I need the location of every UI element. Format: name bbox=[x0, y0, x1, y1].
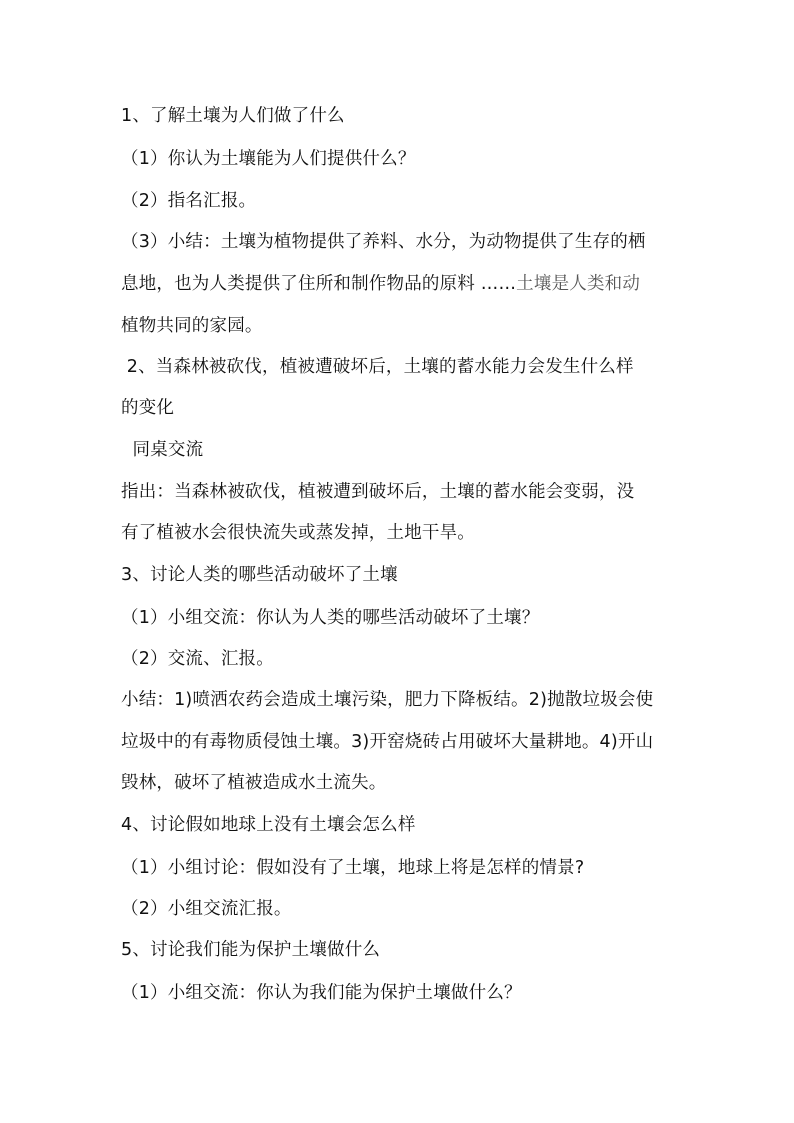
section-1-summary-line-1: （3）小结：土壤为植物提供了养料、水分，为动物提供了生存的栖 bbox=[121, 232, 646, 252]
section-4-item-2: （2）小组交流汇报。 bbox=[121, 899, 292, 919]
section-1-heading: 1、了解土壤为人们做了什么 bbox=[121, 106, 345, 126]
section-5-heading: 5、讨论我们能为保护土壤做什么 bbox=[121, 940, 381, 960]
section-4-item-1: （1）小组讨论：假如没有了土壤，地球上将是怎样的情景? bbox=[121, 858, 585, 878]
section-2-point-line-1: 指出：当森林被砍伐，植被遭到破坏后，土壤的蓄水能会变弱，没 bbox=[121, 482, 635, 502]
section-3-item-1: （1）小组交流：你认为人类的哪些活动破坏了土壤？ bbox=[121, 608, 540, 628]
section-1-summary-line-2 bbox=[121, 272, 681, 296]
section-1-item-2: （2）指名汇报。 bbox=[121, 191, 257, 211]
section-1-item-1: （1）你认为土壤能为人们提供什么？ bbox=[121, 149, 416, 169]
section-2-heading-line-2: 的变化 bbox=[121, 398, 175, 418]
section-3-summary-line-3: 毁林，破坏了植被造成水土流失。 bbox=[121, 773, 387, 793]
section-3-summary-line-2: 垃圾中的有毒物质侵蚀土壤。3)开窑烧砖占用破坏大量耕地。4)开山 bbox=[121, 732, 654, 752]
section-3-item-2: （2）交流、汇报。 bbox=[121, 649, 274, 669]
section-2-activity: 同桌交流 bbox=[121, 440, 204, 460]
summary-text-gray: 土壤是人类和动 bbox=[516, 274, 641, 294]
section-2-heading-line-1: 2、当森林被砍伐，植被遭破坏后，土壤的蓄水能力会发生什么样 bbox=[121, 357, 634, 377]
summary-text: 息地，也为人类提供了住所和制作物品的原料 …… bbox=[121, 274, 517, 294]
section-3-heading: 3、讨论人类的哪些活动破坏了土壤 bbox=[121, 565, 398, 585]
section-5-item-1: （1）小组交流：你认为我们能为保护土壤做什么？ bbox=[121, 983, 522, 1003]
section-4-heading: 4、讨论假如地球上没有土壤会怎么样 bbox=[121, 815, 416, 835]
section-1-summary-line-3: 植物共同的家园。 bbox=[121, 316, 263, 336]
section-2-point-line-2: 有了植被水会很快流失或蒸发掉，土地干旱。 bbox=[121, 523, 475, 543]
section-3-summary-line-1: 小结：1)喷洒农药会造成土壤污染，肥力下降板结。2)抛散垃圾会使 bbox=[121, 690, 654, 710]
